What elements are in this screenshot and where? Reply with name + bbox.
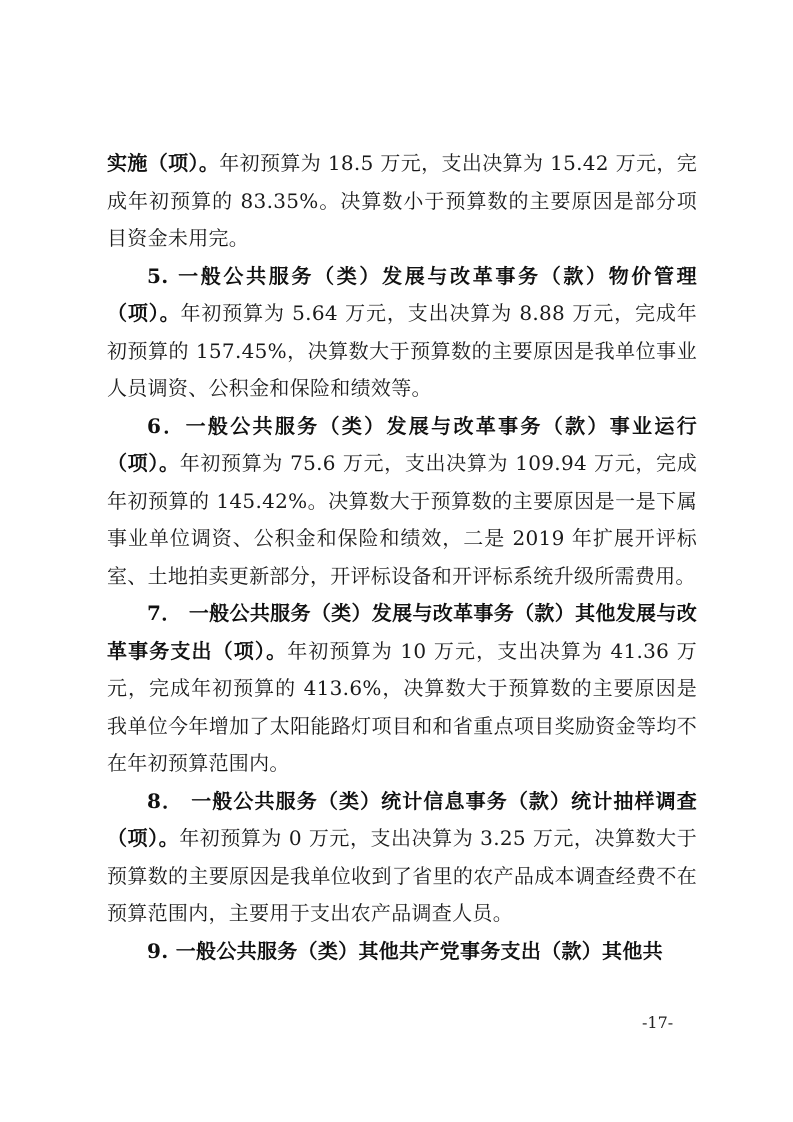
paragraph-item-6 bbox=[107, 408, 697, 596]
paragraph-body: 年初预算为 18.5 万元，支出决算为 15.42 万元，完成年初预算的 83.35%。决算数小于预算数的主要原因是部分项目资金未用完。 bbox=[107, 151, 697, 250]
paragraph-body: 年初预算为 5.64 万元，支出决算为 8.88 万元，完成年初预算的 157.45%，决算数大于预算数的主要原因是我单位事业人员调资、公积金和保险和绩效等。 bbox=[107, 301, 697, 400]
page-number: -17- bbox=[642, 1013, 674, 1032]
paragraph-body: 年初预算为 10 万元，支出决算为 41.36 万元，完成年初预算的 413.6%，决算数大于预算数的主要原因是我单位今年增加了太阳能路灯项目和和省重点项目奖励资金等均不在年初预算范围内。 bbox=[107, 638, 697, 775]
body-text bbox=[107, 145, 697, 970]
paragraph-item-5 bbox=[107, 258, 697, 408]
paragraph-body: 年初预算为 75.6 万元，支出决算为 109.94 万元，完成年初预算的 145.42%。决算数大于预算数的主要原因是一是下属事业单位调资、公积金和保险和绩效，二是 2019 年扩展开评标室、土地拍卖更新部分，开评标设备和开评标系统升级所需费用。 bbox=[107, 451, 697, 588]
paragraph-heading: 实施（项）。 bbox=[107, 151, 220, 175]
paragraph-body: 年初预算为 0 万元，支出决算为 3.25 万元，决算数大于预算数的主要原因是我单位收到了省里的农产品成本调查经费不在预算范围内，主要用于支出农产品调查人员。 bbox=[107, 826, 697, 925]
paragraph-item-7 bbox=[107, 595, 697, 783]
paragraph-heading: 7． 一般公共服务（类）发展与改革事务（款）其他发展与改革事务支出（项）。 bbox=[107, 601, 697, 663]
paragraph-heading: 6．一般公共服务（类）发展与改革事务（款）事业运行（项）。 bbox=[107, 413, 697, 475]
paragraph-continued bbox=[107, 145, 697, 258]
paragraph-heading: 9. 一般公共服务（类）其他共产党事务支出（款）其他共 bbox=[147, 938, 663, 963]
paragraph-item-9 bbox=[107, 933, 697, 971]
paragraph-heading: 5. 一般公共服务（类）发展与改革事务（款）物价管理（项）。 bbox=[107, 263, 697, 325]
paragraph-heading: 8． 一般公共服务（类）统计信息事务（款）统计抽样调查（项）。 bbox=[107, 788, 697, 850]
paragraph-item-8 bbox=[107, 783, 697, 933]
